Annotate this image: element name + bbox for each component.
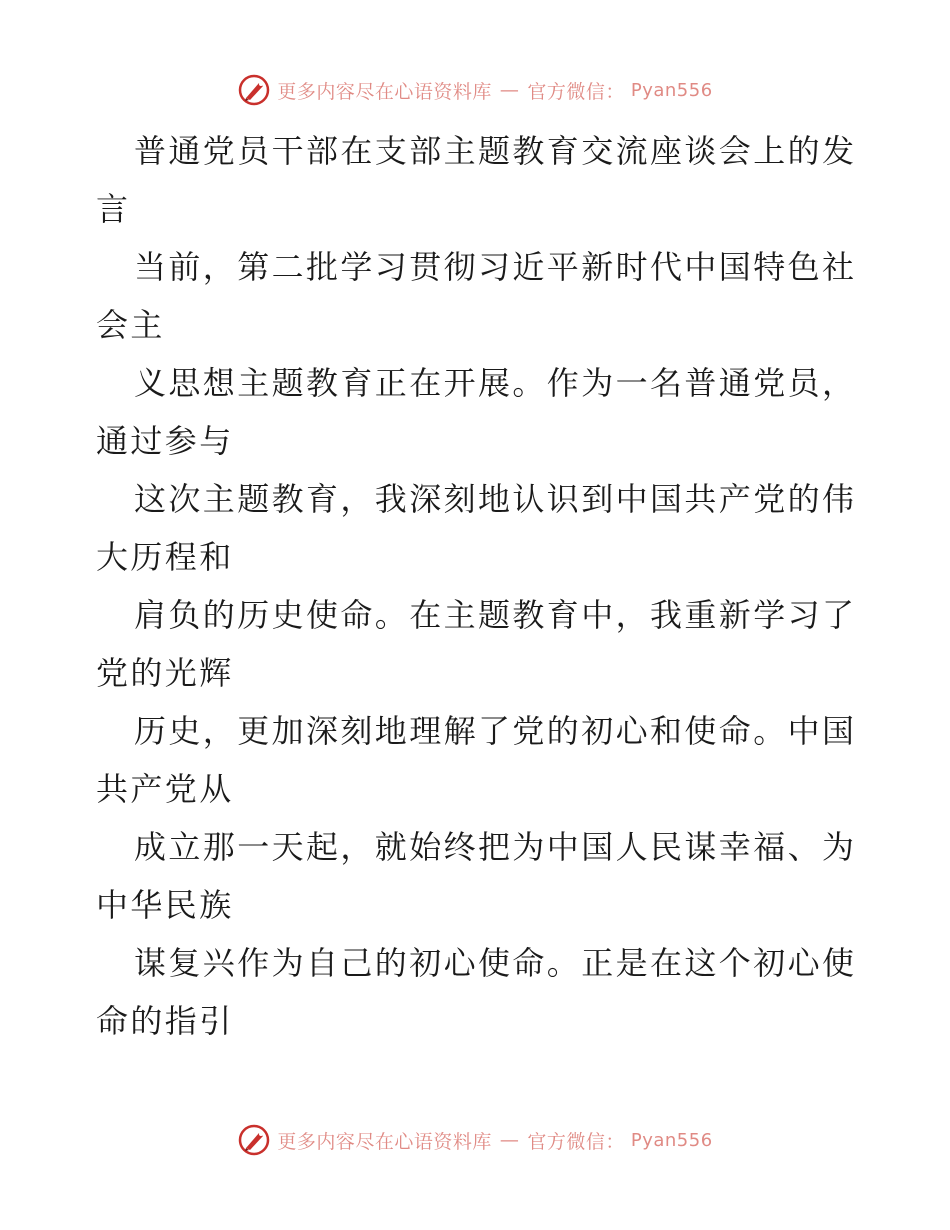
text-line: 党的光辉	[96, 654, 234, 692]
text-line: 历史，更加深刻地理解了党的初心和使命。中国	[134, 712, 857, 750]
footer-watermark	[0, 1120, 950, 1160]
watermark-text: 更多内容尽在心语资料库	[277, 80, 492, 103]
watermark-account: Pyan556	[630, 79, 713, 101]
text-line: 通过参与	[96, 422, 234, 460]
text-line: 会主	[96, 306, 165, 344]
text-line: 当前，第二批学习贯彻习近平新时代中国特色社	[134, 248, 857, 286]
watermark-account: Pyan556	[630, 1129, 713, 1151]
header-watermark	[0, 70, 950, 110]
text-line: 义思想主题教育正在开展。作为一名普通党员，	[134, 364, 857, 402]
pen-logo-icon	[237, 73, 271, 107]
text-line: 命的指引	[96, 1002, 234, 1040]
text-line: 言	[96, 190, 131, 228]
watermark-label: 官方微信：	[527, 1130, 625, 1153]
pen-logo-icon	[237, 1123, 271, 1157]
text-line: 这次主题教育，我深刻地认识到中国共产党的伟	[134, 480, 857, 518]
watermark-separator: —	[499, 1129, 520, 1151]
text-line: 共产党从	[96, 770, 234, 808]
text-line: 普通党员干部在支部主题教育交流座谈会上的发	[134, 132, 857, 170]
text-line: 中华民族	[96, 886, 234, 924]
watermark-separator: —	[499, 79, 520, 101]
watermark-text: 更多内容尽在心语资料库	[277, 1130, 492, 1153]
text-line: 肩负的历史使命。在主题教育中，我重新学习了	[134, 596, 857, 634]
document-body	[96, 122, 856, 1050]
text-line: 谋复兴作为自己的初心使命。正是在这个初心使	[134, 944, 857, 982]
text-line: 大历程和	[96, 538, 234, 576]
watermark-label: 官方微信：	[527, 80, 625, 103]
text-line: 成立那一天起，就始终把为中国人民谋幸福、为	[134, 828, 857, 866]
